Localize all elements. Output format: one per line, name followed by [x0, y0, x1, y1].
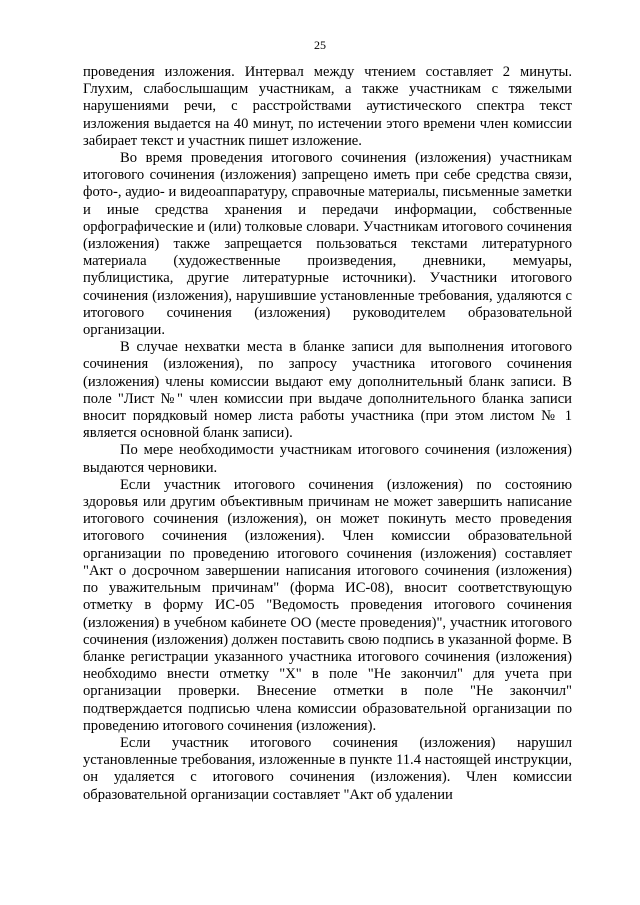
paragraph-continued: проведения изложения. Интервал между чтением составляет 2 минуты. Глухим, слабослышащим участникам, а также участникам с тяжелыми нарушениями речи, с расстройствами аутистического спектра текст изложения выдается на 40 минут, по истечении этого времени член комиссии забирает текст и участник пишет изложение.: [83, 64, 572, 149]
paragraph-removal: Если участник итогового сочинения (изложения) нарушил установленные требования, изложенные в пункте 11.4 настоящей инструкции, он удаляется с итогового сочинения (изложения). Член комиссии образовательной организации составляет "Акт об удалении: [83, 734, 572, 803]
page-number: 25: [314, 38, 326, 52]
paragraph-drafts: По мере необходимости участникам итогового сочинения (изложения) выдаются черновики.: [83, 442, 572, 476]
paragraph-additional-sheet: В случае нехватки места в бланке записи для выполнения итогового сочинения (изложения), по запросу участника итогового сочинения (изложения) члены комиссии выдают ему дополнительный бланк записи. В поле "Лист №" член комиссии при выдаче дополнительного бланка записи вносит порядковый номер листа работы участника (при этом листом № 1 является основной бланк записи).: [83, 339, 572, 442]
body-text: [83, 64, 572, 804]
paragraph-early-completion: Если участник итогового сочинения (изложения) по состоянию здоровья или другим объективным причинам не может завершить написание итогового сочинения (изложения), он может покинуть место проведения итогового сочинения (изложения). Член комиссии образовательной организации по проведению итогового сочинения (изложения) составляет "Акт о досрочном завершении написания итогового сочинения (изложения) по уважительным причинам" (форма ИС-08), вносит соответствующую отметку в форму ИС-05 "Ведомость проведения итогового сочинения (изложения) в учебном кабинете ОО (месте проведения)", участник итогового сочинения (изложения) должен поставить свою подпись в указанной форме. В бланке регистрации указанного участника итогового сочинения (изложения) необходимо внести отметку "X" в поле "Не закончил" для учета при организации проверки. Внесение отметки в поле "Не закончил" подтверждается подписью члена комиссии образовательной организации по проведению итогового сочинения (изложения).: [83, 476, 572, 734]
paragraph-prohibited-items: Во время проведения итогового сочинения (изложения) участникам итогового сочинения (изложения) запрещено иметь при себе средства связи, фото-, аудио- и видеоаппаратуру, справочные материалы, письменные заметки и иные средства хранения и передачи информации, собственные орфографические и (или) толковые словари. Участникам итогового сочинения (изложения) также запрещается пользоваться текстами литературного материала (художественные произведения, дневники, мемуары, публицистика, другие литературные источники). Участники итогового сочинения (изложения), нарушившие установленные требования, удаляются с итогового сочинения (изложения) руководителем образовательной организации.: [83, 150, 572, 339]
